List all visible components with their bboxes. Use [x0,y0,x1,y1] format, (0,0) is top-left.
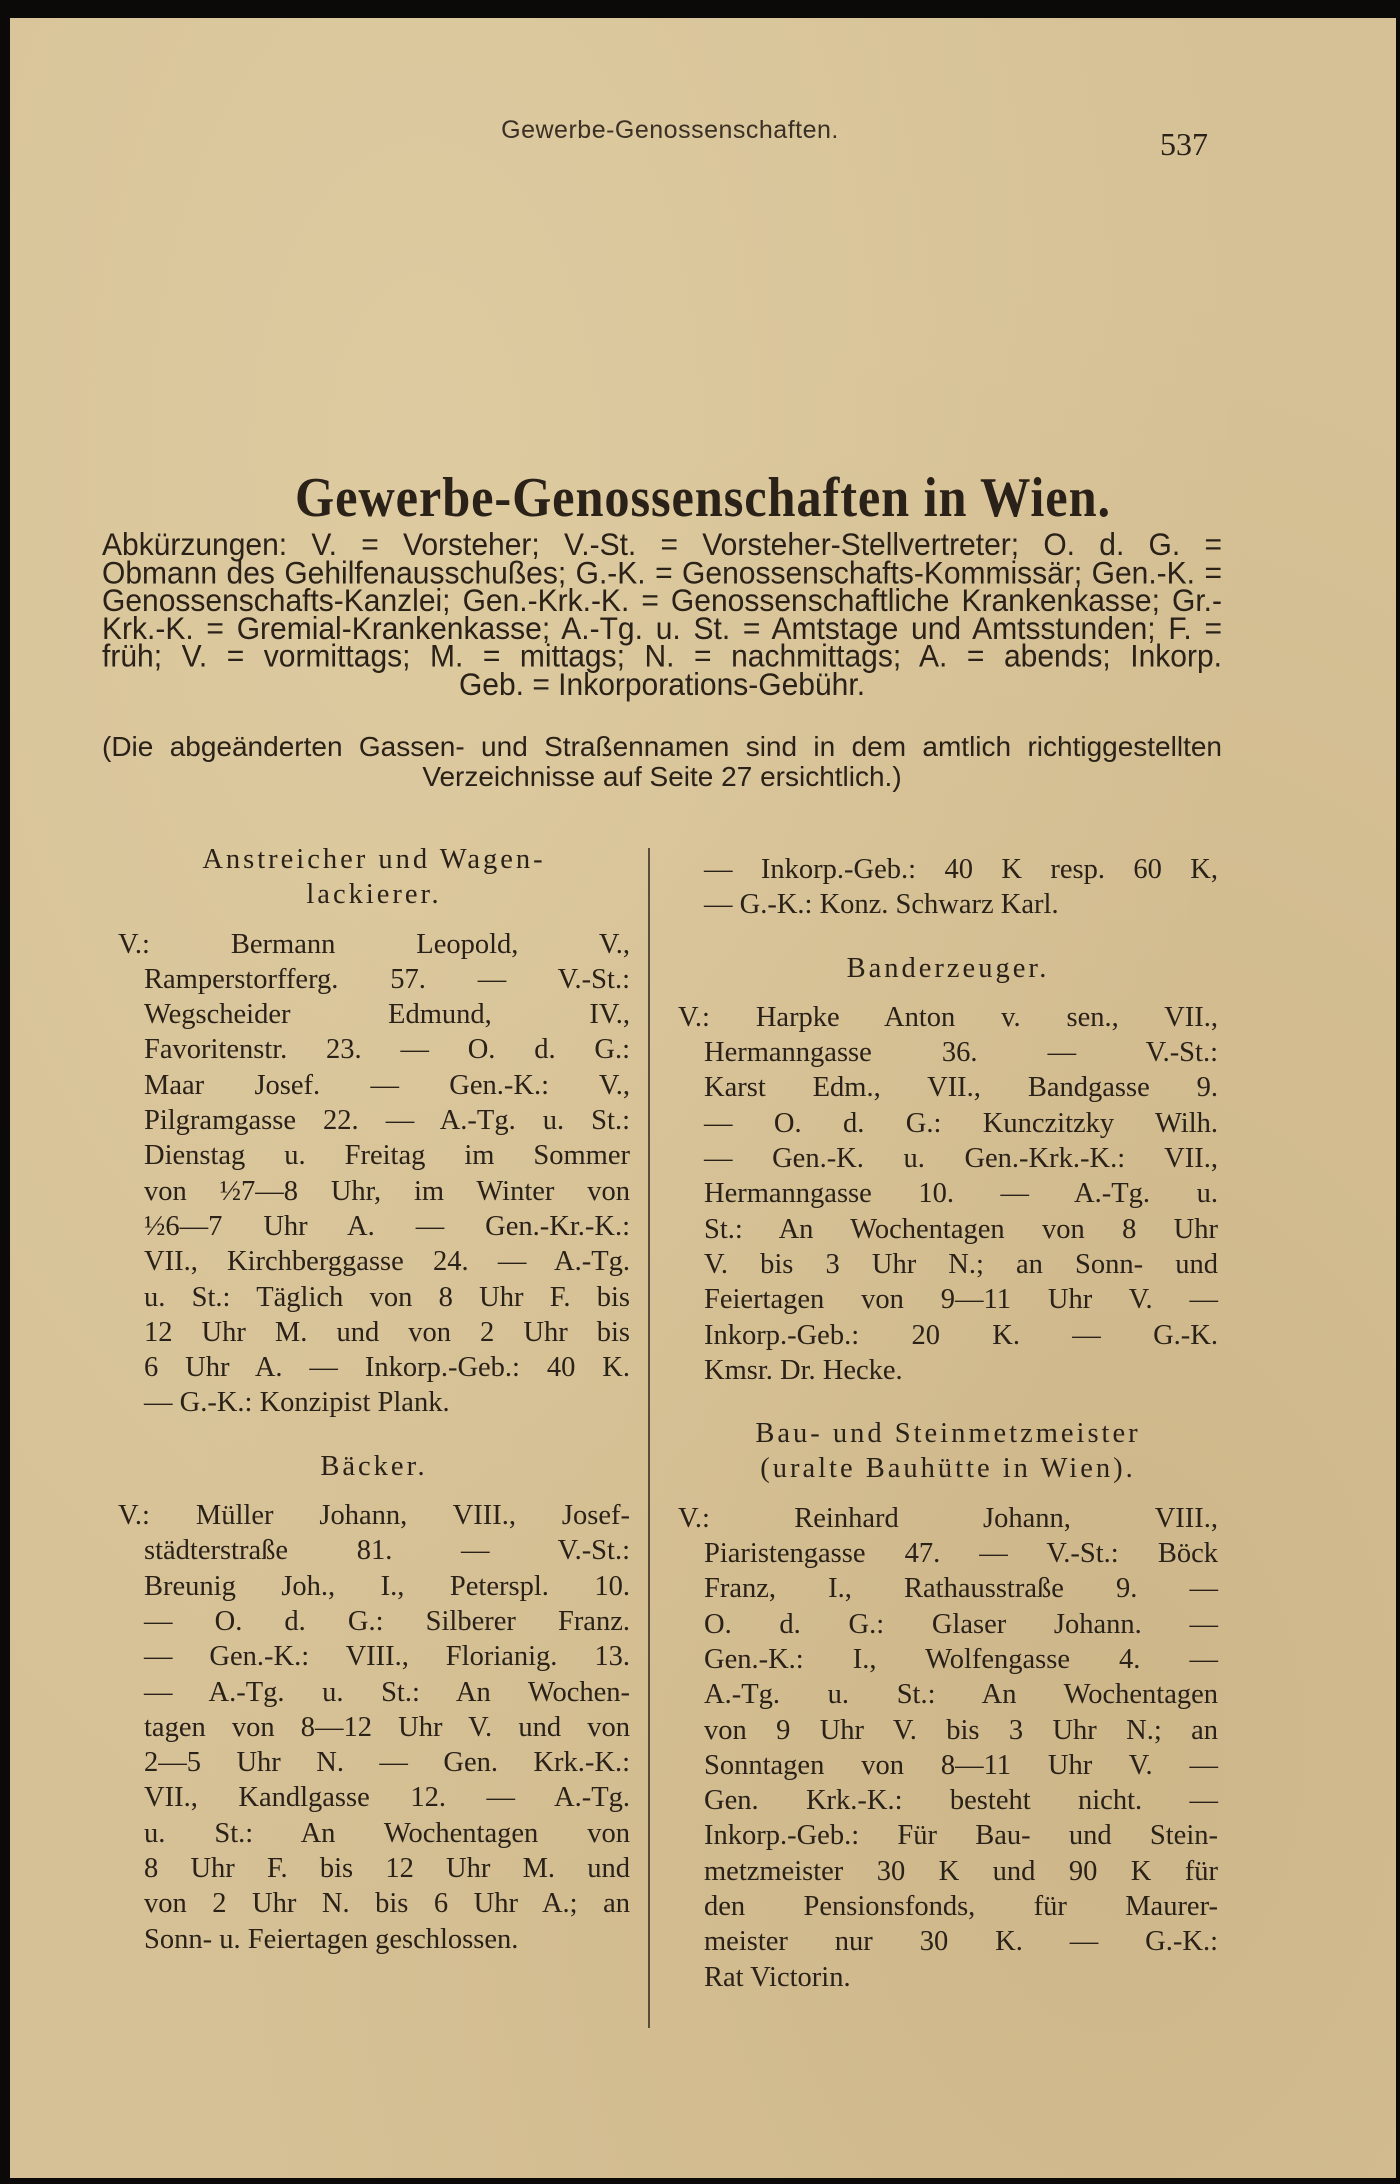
text-line: Piaristengasse 47. — V.-St.: Böck [704,1538,1218,1570]
text-line: Geb. = Inkorporations-Gebühr. [458,666,866,702]
text-line: metzmeister 30 K und 90 K für [704,1855,1218,1887]
text-line: — Inkorp.-Geb.: 40 K resp. 60 K, [704,854,1218,885]
text-line: Hermanngasse 36. — V.-St.: [704,1037,1218,1069]
text-line: Hermanngasse 10. — A.-Tg. u. [704,1178,1218,1210]
text-line: 8 Uhr F. bis 12 Uhr M. und [144,1853,630,1885]
text-line: (Die abgeänderten Gassen- und Straßennamen sind in dem amtlich richtiggestellten [102,731,1222,762]
page-title: Gewerbe-Genossenschaften in Wien. [294,467,1112,529]
text-line: ½6—7 Uhr A. — Gen.-Kr.-K.: [144,1210,630,1242]
text-line: Breunig Joh., I., Peterspl. 10. [144,1570,630,1602]
text-line: Inkorp.-Geb.: 20 K. — G.-K. [704,1319,1218,1351]
text-line: meister nur 30 K. — G.-K.: [704,1926,1218,1958]
column-divider [648,848,650,2028]
document-page [10,18,1396,2178]
text-line: Verzeichnisse auf Seite 27 ersichtlich.) [422,761,902,792]
text-line: Rat Victorin. [704,1961,851,1993]
section-heading: Banderzeuger. [846,952,1050,984]
text-line: V.: Reinhard Johann, VIII., [678,1502,1218,1534]
text-line: Dienstag u. Freitag im Sommer [144,1140,630,1172]
left-column [118,842,630,1957]
text-line: Maar Josef. — Gen.-K.: V., [144,1069,630,1101]
text-line: V.: Bermann Leopold, V., [118,928,630,960]
text-line: O. d. G.: Glaser Johann. — [704,1608,1218,1640]
text-line: Wegscheider Edmund, IV., [144,999,630,1031]
text-line: Ramperstorfferg. 57. — V.-St.: [144,963,630,995]
text-line: Favoritenstr. 23. — O. d. G.: [144,1034,630,1066]
text-line: — O. d. G.: Kunczitzky Wilh. [704,1107,1218,1139]
text-line: von 2 Uhr N. bis 6 Uhr A.; an [144,1888,630,1920]
text-line: V. bis 3 Uhr N.; an Sonn- und [704,1248,1218,1280]
text-line: — G.-K.: Konzipist Plank. [144,1387,450,1419]
section-banderzeuger [678,951,1218,1389]
text-line: Abkürzungen: V. = Vorsteher; V.-St. = Vorsteher-Stellvertreter; O. d. G. = [102,527,1222,563]
text-line: städterstraße 81. — V.-St.: [144,1535,630,1567]
page-number: 537 [1160,126,1208,162]
text-line: — A.-Tg. u. St.: An Wochen- [144,1676,630,1708]
text-line: 12 Uhr M. und von 2 Uhr bis [144,1316,630,1348]
text-line: V.: Müller Johann, VIII., Josef- [118,1500,630,1532]
text-line: den Pensionsfonds, für Maurer- [704,1891,1218,1923]
text-line: tagen von 8—12 Uhr V. und von [144,1711,630,1743]
text-line: 6 Uhr A. — Inkorp.-Geb.: 40 K. [144,1352,630,1384]
text-line: Obmann des Gehilfenausschußes; G.-K. = Genossenschafts-Kommissär; Gen.-K. = [102,555,1222,591]
text-line: Feiertagen von 9—11 Uhr V. — [704,1284,1218,1316]
text-line: — Gen.-K. u. Gen.-Krk.-K.: VII., [704,1143,1218,1175]
text-line: Kmsr. Dr. Hecke. [704,1354,903,1386]
text-line: St.: An Wochentagen von 8 Uhr [704,1213,1218,1245]
section-bau [678,1416,1218,1995]
section-heading: Bau- und Steinmetzmeister [755,1418,1141,1450]
text-line: Pilgramgasse 22. — A.-Tg. u. St.: [144,1105,630,1137]
text-line: von 9 Uhr V. bis 3 Uhr N.; an [704,1714,1218,1746]
text-line: — Gen.-K.: VIII., Florianig. 13. [144,1641,630,1673]
text-line: A.-Tg. u. St.: An Wochentagen [704,1679,1218,1711]
text-line: Franz, I., Rathausstraße 9. — [704,1573,1218,1605]
text-line: von ½7—8 Uhr, im Winter von [144,1175,630,1207]
section-heading: Anstreicher und Wagen- [202,844,546,875]
running-header: Gewerbe-Genossenschaften. [501,116,839,144]
text-line: VII., Kandlgasse 12. — A.-Tg. [144,1782,630,1814]
text-line: Genossenschafts-Kanzlei; Gen.-Krk.-K. = Genossenschaftliche Krankenkasse; Gr.- [102,583,1222,619]
section-heading: Bäcker. [320,1450,428,1482]
right-column [678,852,1218,1995]
section-heading: lackierer. [306,879,442,911]
section-baecker [118,1449,630,1957]
text-line: Gen.-K.: I., Wolfengasse 4. — [704,1643,1218,1675]
text-line: Krk.-K. = Gremial-Krankenkasse; A.-Tg. u. St. = Amtstage und Amtsstunden; F. = [102,611,1222,646]
text-line: — G.-K.: Konz. Schwarz Karl. [704,889,1059,921]
text-line: — O. d. G.: Silberer Franz. [144,1605,630,1637]
text-line: früh; V. = vormittags; M. = mittags; N. = nachmittags; A. = abends; Inkorp. [102,639,1222,674]
note-paragraph [102,732,1222,792]
text-line: Inkorp.-Geb.: Für Bau- und Stein- [704,1820,1218,1852]
section-heading: (uralte Bauhütte in Wien). [760,1453,1136,1485]
text-line: VII., Kirchberggasse 24. — A.-Tg. [144,1246,630,1278]
text-line: Sonntagen von 8—11 Uhr V. — [704,1749,1218,1781]
text-line: Gen. Krk.-K.: besteht nicht. — [704,1785,1218,1817]
text-line: u. St.: Täglich von 8 Uhr F. bis [144,1281,630,1313]
text-line: u. St.: An Wochentagen von [144,1817,630,1849]
text-line: Sonn- u. Feiertagen geschlossen. [144,1923,519,1955]
text-line: Karst Edm., VII., Bandgasse 9. [704,1072,1218,1104]
text-line: 2—5 Uhr N. — Gen. Krk.-K.: [144,1747,630,1779]
section-anstreicher [118,842,630,1421]
abbreviations-paragraph [102,527,1222,702]
section-continuation [678,852,1218,923]
text-line: V.: Harpke Anton v. sen., VII., [678,1001,1218,1033]
